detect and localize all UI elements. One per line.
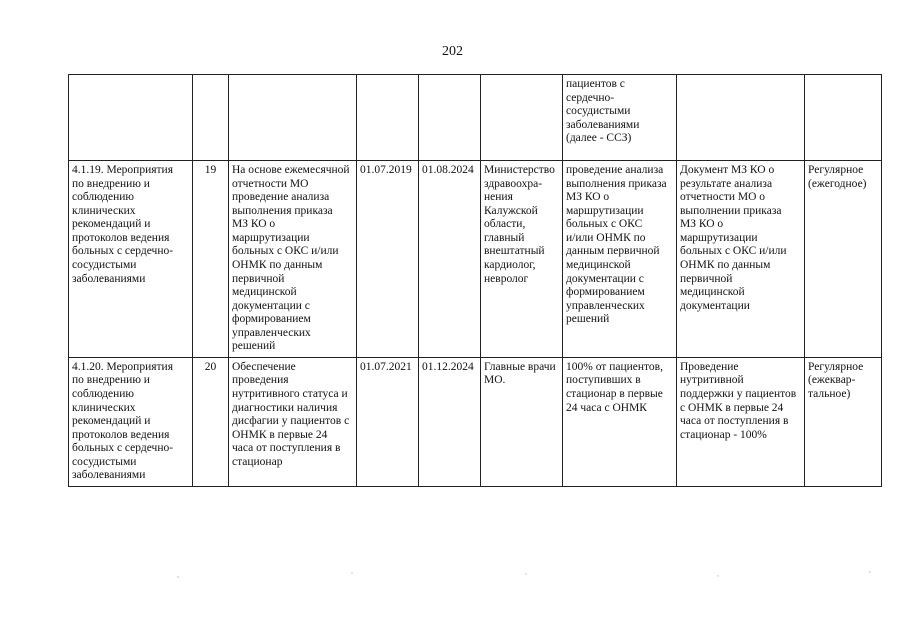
responsible-cell: Главные врачи МО.	[481, 357, 563, 486]
start-date-cell: 01.07.2021	[357, 357, 419, 486]
frequency-cell: Регулярное (ежеквар- тальное)	[805, 357, 882, 486]
end-date-cell	[419, 75, 481, 161]
indicator-cell: 100% от пациентов, поступивших в стационар в первые 24 часа с ОНМК	[563, 357, 677, 486]
table-row	[69, 357, 882, 486]
section-cell	[69, 75, 193, 161]
end-date-cell: 01.08.2024	[419, 161, 481, 358]
result-cell: Проведение нутритивной поддержки у пациентов с ОНМК в первые 24 часа от поступления в стационар - 100%	[677, 357, 805, 486]
table-row	[69, 75, 882, 161]
section-cell: 4.1.20. Мероприятия по внедрению и соблюдению клинических рекомендаций и протоколов ведения больных с сердечно- сосудистыми заболеваниями	[69, 357, 193, 486]
table-row	[69, 161, 882, 358]
measures-table	[68, 74, 882, 487]
section-cell: 4.1.19. Мероприятия по внедрению и соблюдению клинических рекомендаций и протоколов ведения больных с сердечно- сосудистыми заболеваниями	[69, 161, 193, 358]
description-cell: Обеспечение проведения нутритивного статуса и диагностики наличия дисфагии у пациентов с ОНМК в первые 24 часа от поступления в стационар	[229, 357, 357, 486]
frequency-cell: Регулярное (ежегодное)	[805, 161, 882, 358]
description-cell: На основе ежемесячной отчетности МО проведение анализа выполнения приказа МЗ КО о маршрутизации больных с ОКС и/или ОНМК по данным первичной медицинской документации с формированием управленческих решений	[229, 161, 357, 358]
number-cell: 20	[193, 357, 229, 486]
result-cell: Документ МЗ КО о результате анализа отчетности МО о выполнении приказа МЗ КО о маршрутизации больных с ОКС и/или ОНМК по данным первичной медицинской документации	[677, 161, 805, 358]
start-date-cell	[357, 75, 419, 161]
description-cell	[229, 75, 357, 161]
indicator-cell: пациентов с сердечно- сосудистыми заболеваниями (далее - ССЗ)	[563, 75, 677, 161]
start-date-cell: 01.07.2019	[357, 161, 419, 358]
page-number: 202	[442, 44, 463, 59]
number-cell	[193, 75, 229, 161]
responsible-cell	[481, 75, 563, 161]
end-date-cell: 01.12.2024	[419, 357, 481, 486]
indicator-cell: проведение анализа выполнения приказа МЗ КО о маршрутизации больных с ОКС и/или ОНМК по данным первичной медицинской документации с формированием управленческих решений	[563, 161, 677, 358]
result-cell	[677, 75, 805, 161]
frequency-cell	[805, 75, 882, 161]
number-cell: 19	[193, 161, 229, 358]
responsible-cell: Министерство здравоохра- нения Калужской области, главный внештатный кардиолог, невролог	[481, 161, 563, 358]
